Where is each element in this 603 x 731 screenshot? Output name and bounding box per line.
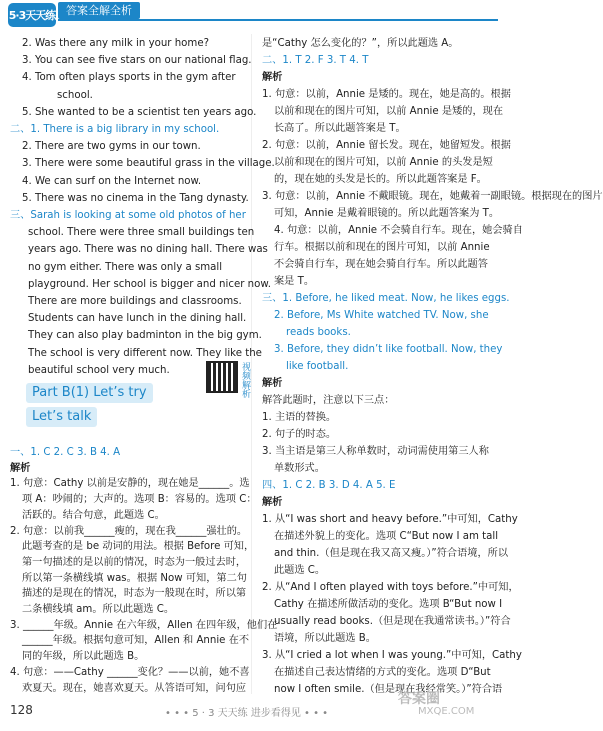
- part-title: Part B(1) Let’s try: [26, 383, 153, 403]
- qr-label: 视频解析: [240, 362, 250, 398]
- right-line: 以前和现在的图片可知，以前 Annie 的头发是短: [274, 157, 493, 168]
- left-line: 5. She wanted to be a scientist ten years ago.: [22, 106, 257, 118]
- left-line: Students can have lunch in the dining hall.: [28, 313, 247, 325]
- right-line: Cathy 在描述所做活动的变化。选项 B“But now I: [274, 599, 503, 610]
- right-line: 3. 句意：以前，Annie 不戴眼镜。现在，她戴着一副眼镜。根据现在的图片: [262, 191, 603, 202]
- left2-line: 2. 句意：以前我______瘦的，现在我______强壮的。: [10, 525, 248, 537]
- left2-line: 描述的是现在的情况，时态为一般现在时，所以第: [22, 588, 247, 600]
- left2-line: ______年级。根据句意可知，Allen 和 Annie 在不: [22, 635, 250, 647]
- right-line: 解析: [262, 72, 283, 83]
- left-line: 2. There are two gyms in our town.: [22, 141, 201, 153]
- right-line: 在描述外貌上的变化。选项 C“But now I am tall: [274, 531, 499, 542]
- right-line: now I often smile.（但是现在我经常笑。）”符合语: [274, 684, 503, 695]
- footer-slogan: • • • 5 · 3 天天练 进步看得见 • • •: [165, 708, 329, 719]
- left-line: school.: [57, 89, 93, 101]
- right-line: 行车。根据以前和现在的图片可知，以前 Annie: [274, 242, 490, 253]
- right-line: 3. Before, they didn’t like football. Now, they: [274, 344, 503, 355]
- left2-line: 欢夏天。现在，她喜欢夏天。从答语可知，问句应: [22, 682, 247, 694]
- left2-line: 项 A：吵闹的；大声的。选项 B：容易的。选项 C：: [22, 494, 257, 506]
- left2-line: 二条横线填 am。所以此题选 C。: [22, 604, 175, 615]
- column-divider: [251, 34, 252, 694]
- left-line: playground. Her school is bigger and nicer now.: [28, 278, 271, 290]
- right-line: 2. 句意：以前，Annie 留长发。现在，她留短发。根据: [262, 140, 511, 151]
- left-line: school. There were three small buildings ten: [28, 227, 255, 239]
- right-line: 2. 句子的时态。: [262, 429, 337, 440]
- left-line: 三、Sarah is looking at some old photos of her: [10, 210, 246, 221]
- header-title: 答案全解全析: [58, 2, 140, 19]
- brand-logo: 5·3天天练: [8, 3, 56, 27]
- left2-line: 3. ______年级。Annie 在六年级，Allen 在四年级，他们在: [10, 619, 278, 631]
- left-line: They can also play badminton in the big gym.: [28, 330, 262, 342]
- left-line: There are more buildings and classrooms.: [28, 296, 242, 307]
- right-line: 可知，Annie 是戴着眼镜的。所以此题答案为 T。: [274, 208, 500, 219]
- right-line: 1. 主语的替换。: [262, 412, 337, 423]
- right-line: 以前和现在的图片可知，以前 Annie 是矮的，现在: [274, 106, 504, 117]
- right-line: 语境，所以此题选 B。: [274, 633, 376, 644]
- right-line: 2. Before, Ms White watched TV. Now, she: [274, 310, 489, 321]
- part-heading: [26, 383, 231, 433]
- qr-code[interactable]: [206, 361, 238, 393]
- right-line: 单数形式。: [274, 463, 325, 474]
- right-line: usually read books.（但是现在我通常读书。）”符合: [274, 616, 511, 627]
- header-rule: [58, 19, 498, 21]
- watermark: 答案圈: [398, 691, 440, 707]
- right-line: 解析: [262, 378, 283, 389]
- right-line: 解答此题时，注意以下三点：: [262, 395, 395, 406]
- right-line: 不会骑自行车，现在她会骑自行车。所以此题答: [274, 259, 488, 270]
- left-line: 4. Tom often plays sports in the gym after: [22, 72, 236, 84]
- right-line: 此题选 C。: [274, 565, 326, 576]
- right-line: 3. 从“I cried a lot when I was young.”中可知，Cathy: [262, 650, 522, 661]
- left2-line: 第一句描述的是以前的情况，时态为一般过去时，: [22, 556, 247, 568]
- watermark-url: MXQE.COM: [418, 706, 475, 717]
- left-line: 二、1. There is a big library in my school.: [10, 124, 220, 135]
- right-line: 1. 从“I was short and heavy before.”中可知，Cathy: [262, 514, 518, 525]
- right-line: 是“Cathy 怎么变化的？”，所以此题选 A。: [262, 38, 459, 49]
- left-line: beautiful school very much.: [28, 364, 170, 376]
- left2-line: 解析: [10, 462, 31, 474]
- page-header: [0, 0, 500, 30]
- left-line: The school is very different now. They like the: [28, 347, 262, 359]
- left2-line: 1. 句意：Cathy 以前是安静的，现在她是______。选: [10, 478, 250, 490]
- right-line: 案是 T。: [274, 276, 315, 287]
- right-line: 在描述自己表达情绪的方式的变化。选项 D“But: [274, 667, 491, 678]
- right-line: 二、1. T 2. F 3. T 4. T: [262, 55, 369, 66]
- left-line: no gym either. There was only a small: [28, 261, 223, 273]
- right-line: 3. 当主语是第三人称单数时，动词需使用第三人称: [262, 446, 489, 457]
- right-line: 2. 从“And I often played with toys before.”中可知，: [262, 582, 519, 593]
- left-line: 4. We can surf on the Internet now.: [22, 175, 202, 187]
- left2-line: 同的年级，所以此题选 B。: [22, 651, 145, 663]
- right-line: reads books.: [286, 327, 351, 338]
- right-line: 三、1. Before, he liked meat. Now, he likes eggs.: [262, 293, 510, 304]
- right-line: 的，现在她的头发是长的。所以此题答案是 F。: [274, 174, 487, 185]
- right-line: 解析: [262, 497, 283, 508]
- right-line: and thin.（但是现在我又高又瘦。）”符合语境，所以: [274, 548, 509, 559]
- left-line: 3. There were some beautiful grass in the village.: [22, 158, 275, 170]
- left-line: 2. Was there any milk in your home?: [22, 38, 210, 49]
- left-line: years ago. There was no dining hall. There was: [28, 244, 268, 256]
- left2-line: 一、1. C 2. C 3. B 4. A: [10, 447, 121, 458]
- right-line: 长高了。所以此题答案是 T。: [274, 123, 406, 134]
- left2-line: 此题考查的是 be 动词的用法。根据 Before 可知，: [22, 541, 255, 553]
- right-line: 四、1. C 2. B 3. D 4. A 5. E: [262, 480, 396, 491]
- left2-line: 活跃的。结合句意，此题选 C。: [22, 509, 165, 521]
- left-line: 5. There was no cinema in the Tang dynasty.: [22, 192, 249, 204]
- part-subtitle: Let’s talk: [26, 407, 97, 427]
- right-line: 1. 句意：以前，Annie 是矮的。现在，她是高的。根据: [262, 89, 511, 100]
- left-line: 3. You can see five stars on our national flag.: [22, 55, 252, 67]
- page-number: 128: [10, 703, 33, 717]
- left2-line: 所以第一条横线填 was。根据 Now 可知，第二句: [22, 572, 247, 584]
- right-line: 4. 句意：以前，Annie 不会骑自行车。现在，她会骑自: [274, 225, 523, 236]
- left2-line: 4. 句意：——Cathy ______变化？——以前，她不喜: [10, 666, 250, 678]
- right-line: like football.: [286, 361, 349, 372]
